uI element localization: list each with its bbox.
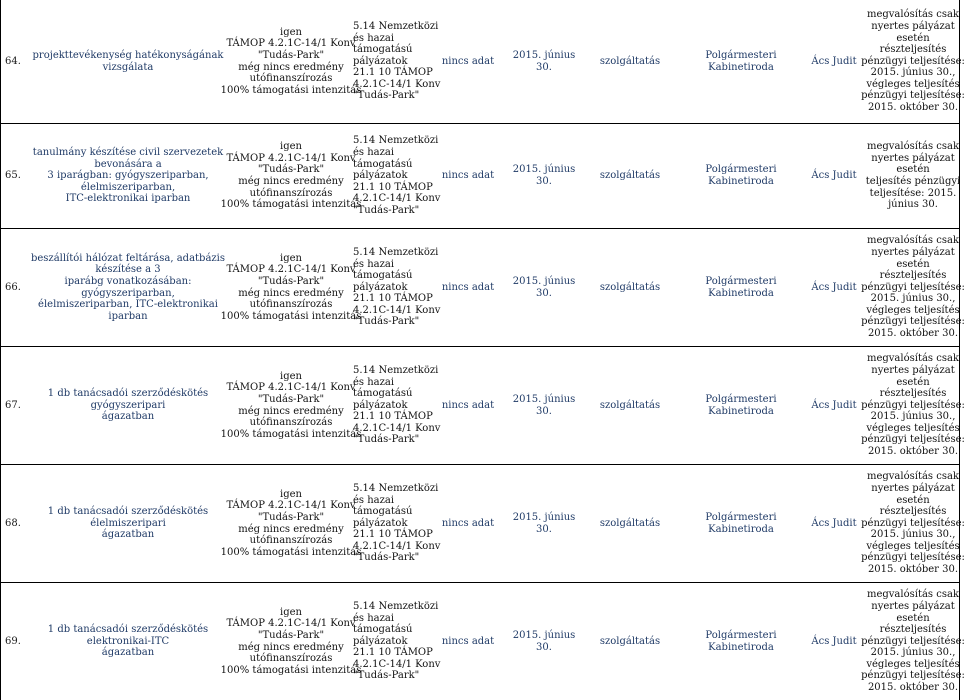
cell-line: pályázatok (353, 635, 408, 647)
cell-line: megvalósítás csak (866, 353, 959, 365)
cell-line: igen (280, 141, 302, 153)
deadline-cell: 2015. június 30. (512, 511, 576, 535)
cell-line: pénzügyi teljesítése: (861, 552, 965, 564)
cell-line: pénzügyi teljesítése: (861, 90, 965, 102)
cell-line: pályázatok (353, 281, 408, 293)
cell-line: 4.2.1C-14/1 Konv (353, 540, 441, 552)
cell-line: pénzügyi teljesítése: (861, 55, 965, 67)
cell-line: nyertes pályázat (871, 364, 955, 376)
cell-line: TÁMOP 4.2.1C-14/1 Konv (226, 618, 356, 630)
cell-line: utófinanszírozás (249, 73, 333, 85)
cell-line: 5.14 Nemzetközi (353, 482, 439, 494)
cell-line: 5.14 Nemzetközi (353, 20, 439, 32)
responsible-cell: Polgármesteri Kabinetiroda (705, 49, 777, 73)
cell-line: végleges teljesítés (866, 658, 960, 670)
activity-cell (26, 124, 230, 228)
cell-line: TÁMOP 4.2.1C-14/1 Konv (226, 382, 356, 394)
funding-cell (220, 465, 362, 582)
cell-line: 2015. október 30. (867, 446, 959, 458)
type-cell: szolgáltatás (599, 635, 661, 647)
cell-line: támogatású (353, 270, 413, 282)
type-cell: szolgáltatás (599, 517, 661, 529)
cell-line: részteljesítés (879, 270, 947, 282)
cell-line: teljesítés pénzügyi (865, 176, 961, 187)
cell-line: és hazai (353, 376, 395, 388)
note-cell (861, 583, 965, 700)
cell-line: 4.2.1C-14/1 Konv (353, 78, 441, 90)
cell-line: 2015. június 30., (870, 529, 956, 541)
activity-cell (26, 465, 230, 582)
cell-line: részteljesítés (879, 624, 947, 636)
cell-line: még nincs eredmény (238, 641, 344, 653)
cell-line: 100% támogatási intenzitás (220, 428, 362, 440)
cell-line: "Tudás-Park" (353, 434, 420, 446)
row-number: 69. (5, 635, 21, 647)
cell-line: nyertes pályázat (871, 600, 955, 612)
cell-line: nyertes pályázat (871, 152, 955, 164)
cell-line: megvalósítás csak (866, 235, 959, 247)
cell-line: 21.1 10 TÁMOP (353, 293, 433, 305)
person-cell: Ács Judit (811, 55, 857, 67)
cell-line: végleges teljesítés (866, 422, 960, 434)
cell-line: utófinanszírozás (249, 417, 333, 429)
cell-line: 2015. október 30. (867, 102, 959, 114)
cell-line: 1 db tanácsadói szerződéskötés elektronikai-ITC (47, 624, 209, 647)
cell-line: 1 db tanácsadói szerződéskötés gyógyszeripari (47, 388, 209, 411)
deadline-cell: 2015. június 30. (512, 629, 576, 653)
funding-cell (220, 583, 362, 700)
funding-cell (220, 229, 362, 346)
cell-line: és hazai (353, 612, 395, 624)
program-cell (352, 124, 441, 228)
row-number: 65. (5, 170, 21, 182)
funding-cell (220, 124, 362, 228)
responsible-cell: Polgármesteri Kabinetiroda (705, 393, 777, 417)
info-cell: nincs adat (441, 399, 495, 411)
cell-line: részteljesítés (879, 44, 947, 56)
cell-line: pályázatok (353, 399, 408, 411)
cell-line: pályázatok (353, 170, 408, 182)
cell-line: esetén (896, 32, 930, 44)
info-cell: nincs adat (441, 517, 495, 529)
cell-line: "Tudás-Park" (353, 90, 420, 102)
cell-line: pénzügyi teljesítése: (861, 670, 965, 682)
cell-line: igen (280, 26, 302, 38)
cell-line: 100% támogatási intenzitás (220, 199, 362, 211)
table-row (0, 583, 965, 700)
cell-line: igen (280, 488, 302, 500)
deadline-cell: 2015. június 30. (512, 164, 576, 187)
cell-line: ágazatban (101, 529, 155, 541)
cell-line: 100% támogatási intenzitás (220, 84, 362, 96)
cell-line: még nincs eredmény (238, 523, 344, 535)
row-number: 67. (5, 399, 21, 411)
cell-line: 4.2.1C-14/1 Konv (353, 193, 441, 205)
responsible-cell: Polgármesteri Kabinetiroda (705, 275, 777, 299)
person-cell: Ács Judit (811, 170, 857, 182)
cell-line: pályázatok (353, 517, 408, 529)
table-row (0, 347, 965, 464)
cell-line: 3 iparágban: gyógyszeriparban, élelmiszeriparban, (47, 170, 209, 193)
cell-line: pénzügyi teljesítése: (861, 281, 965, 293)
cell-line: utófinanszírozás (249, 187, 333, 199)
cell-line: 5.14 Nemzetközi (353, 135, 439, 147)
cell-line: pénzügyi teljesítése: (861, 399, 965, 411)
cell-line: "Tudás-Park" (353, 552, 420, 564)
row-number: 66. (5, 281, 21, 293)
deadline-cell: 2015. június 30. (512, 49, 576, 73)
activity-cell (26, 347, 230, 464)
cell-line: ITC-elektronikai iparban (65, 193, 191, 205)
cell-line: pályázatok (353, 55, 408, 67)
program-cell (352, 347, 441, 464)
cell-line: részteljesítés (879, 388, 947, 400)
cell-line: ágazatban (101, 647, 155, 659)
cell-line: támogatású (353, 506, 413, 518)
cell-line: utófinanszírozás (249, 653, 333, 665)
info-cell: nincs adat (441, 281, 495, 293)
cell-line: részteljesítés (879, 506, 947, 518)
cell-line: még nincs eredmény (238, 287, 344, 299)
deadline-cell: 2015. június 30. (512, 393, 576, 417)
cell-line: támogatású (353, 388, 413, 400)
cell-line: 1 db tanácsadói szerződéskötés élelmiszeripari (47, 506, 209, 529)
cell-line: élelmiszeriparban, ITC-elektronikai iparban (38, 299, 218, 322)
cell-line: 2015. június 30., (870, 293, 956, 305)
program-cell (352, 229, 441, 346)
cell-line: támogatású (353, 158, 413, 170)
cell-line: utófinanszírozás (249, 299, 333, 311)
cell-line: "Tudás-Park" (257, 164, 325, 176)
cell-line: június 30. (888, 199, 938, 211)
cell-line: még nincs eredmény (238, 61, 344, 73)
type-cell: szolgáltatás (599, 281, 661, 293)
info-cell: nincs adat (441, 55, 495, 67)
row-number: 68. (5, 517, 21, 529)
note-cell (865, 124, 961, 228)
cell-line: 2015. október 30. (867, 682, 959, 694)
cell-line: esetén (896, 376, 930, 388)
activity-cell (26, 229, 230, 346)
cell-line: projekttevékenység hatékonyságának vizsgálata (32, 49, 224, 73)
cell-line: igen (280, 606, 302, 618)
type-cell: szolgáltatás (599, 55, 661, 67)
table-row (0, 465, 965, 582)
cell-line: támogatású (353, 44, 413, 56)
cell-line: esetén (896, 164, 930, 176)
cell-line: nyertes pályázat (871, 20, 955, 32)
cell-line: 21.1 10 TÁMOP (353, 181, 433, 193)
cell-line: megvalósítás csak (867, 141, 960, 153)
person-cell: Ács Judit (811, 399, 857, 411)
cell-line: 2015. október 30. (867, 564, 959, 576)
cell-line: "Tudás-Park" (257, 49, 325, 61)
person-cell: Ács Judit (811, 635, 857, 647)
cell-line: 5.14 Nemzetközi (353, 364, 439, 376)
cell-line: nyertes pályázat (871, 482, 955, 494)
note-cell (861, 0, 965, 123)
program-cell (352, 465, 441, 582)
cell-line: 21.1 10 TÁMOP (353, 67, 433, 79)
cell-line: 4.2.1C-14/1 Konv (353, 304, 441, 316)
cell-line: igen (280, 252, 302, 264)
funding-cell (220, 347, 362, 464)
funding-cell (220, 0, 362, 123)
note-cell (861, 347, 965, 464)
cell-line: 2015. június 30., (870, 647, 956, 659)
cell-line: és hazai (353, 258, 395, 270)
cell-line: esetén (896, 494, 930, 506)
cell-line: utófinanszírozás (249, 535, 333, 547)
cell-line: "Tudás-Park" (257, 629, 325, 641)
table-row (0, 124, 960, 228)
cell-line: TÁMOP 4.2.1C-14/1 Konv (226, 264, 356, 276)
cell-line: "Tudás-Park" (353, 316, 420, 328)
cell-line: megvalósítás csak (866, 589, 959, 601)
cell-line: 100% támogatási intenzitás (220, 310, 362, 322)
cell-line: végleges teljesítés (866, 540, 960, 552)
program-cell (352, 583, 441, 700)
cell-line: még nincs eredmény (238, 176, 344, 187)
info-cell: nincs adat (441, 635, 495, 647)
cell-line: nyertes pályázat (871, 246, 955, 258)
cell-line: pénzügyi teljesítése: (861, 517, 965, 529)
cell-line: és hazai (353, 494, 395, 506)
cell-line: "Tudás-Park" (257, 511, 325, 523)
cell-line: 2015. június 30., (870, 411, 956, 423)
cell-line: 2015. október 30. (867, 328, 959, 340)
program-cell (352, 0, 441, 123)
cell-line: és hazai (353, 147, 395, 159)
cell-line: 4.2.1C-14/1 Konv (353, 422, 441, 434)
activity-cell (26, 0, 230, 123)
cell-line: tanulmány készítése civil szervezetek bevonására a (32, 147, 224, 170)
cell-line: igen (280, 370, 302, 382)
cell-line: TÁMOP 4.2.1C-14/1 Konv (226, 500, 356, 512)
cell-line: esetén (896, 258, 930, 270)
table-row (0, 229, 965, 346)
cell-line: 100% támogatási intenzitás (220, 664, 362, 676)
cell-line: TÁMOP 4.2.1C-14/1 Konv (226, 152, 356, 164)
info-cell: nincs adat (441, 170, 495, 182)
note-cell (861, 465, 965, 582)
cell-line: 2015. június 30., (870, 67, 956, 79)
type-cell: szolgáltatás (599, 170, 661, 182)
cell-line: 21.1 10 TÁMOP (353, 647, 433, 659)
cell-line: végleges teljesítés (866, 78, 960, 90)
person-cell: Ács Judit (811, 281, 857, 293)
deadline-cell: 2015. június 30. (512, 275, 576, 299)
cell-line: iparábg vonatkozásában: gyógyszeriparban, (64, 275, 192, 299)
cell-line: pénzügyi teljesítése: (861, 434, 965, 446)
person-cell: Ács Judit (811, 517, 857, 529)
cell-line: 100% támogatási intenzitás (220, 546, 362, 558)
cell-line: 4.2.1C-14/1 Konv (353, 658, 441, 670)
cell-line: "Tudás-Park" (353, 670, 420, 682)
cell-line: 21.1 10 TÁMOP (353, 411, 433, 423)
cell-line: 5.14 Nemzetközi (353, 600, 439, 612)
cell-line: pénzügyi teljesítése: (861, 635, 965, 647)
cell-line: teljesítése: 2015. (869, 187, 957, 199)
cell-line: és hazai (353, 32, 395, 44)
activity-cell (26, 583, 230, 700)
cell-line: "Tudás-Park" (257, 393, 325, 405)
note-cell (861, 229, 965, 346)
type-cell: szolgáltatás (599, 399, 661, 411)
cell-line: "Tudás-Park" (353, 204, 420, 216)
cell-line: ágazatban (101, 411, 155, 423)
cell-line: támogatású (353, 624, 413, 636)
cell-line: beszállítói hálózat feltárása, adatbázis készítése a 3 (30, 252, 226, 276)
cell-line: 21.1 10 TÁMOP (353, 529, 433, 541)
responsible-cell: Polgármesteri Kabinetiroda (705, 164, 777, 187)
cell-line: esetén (896, 612, 930, 624)
table-row (0, 0, 965, 123)
cell-line: megvalósítás csak (866, 9, 959, 21)
cell-line: 5.14 Nemzetközi (353, 246, 439, 258)
cell-line: TÁMOP 4.2.1C-14/1 Konv (226, 38, 356, 50)
cell-line: "Tudás-Park" (257, 275, 325, 287)
responsible-cell: Polgármesteri Kabinetiroda (705, 629, 777, 653)
cell-line: még nincs eredmény (238, 405, 344, 417)
cell-line: megvalósítás csak (866, 471, 959, 483)
responsible-cell: Polgármesteri Kabinetiroda (705, 511, 777, 535)
row-number: 64. (5, 55, 21, 67)
cell-line: pénzügyi teljesítése: (861, 316, 965, 328)
cell-line: végleges teljesítés (866, 304, 960, 316)
